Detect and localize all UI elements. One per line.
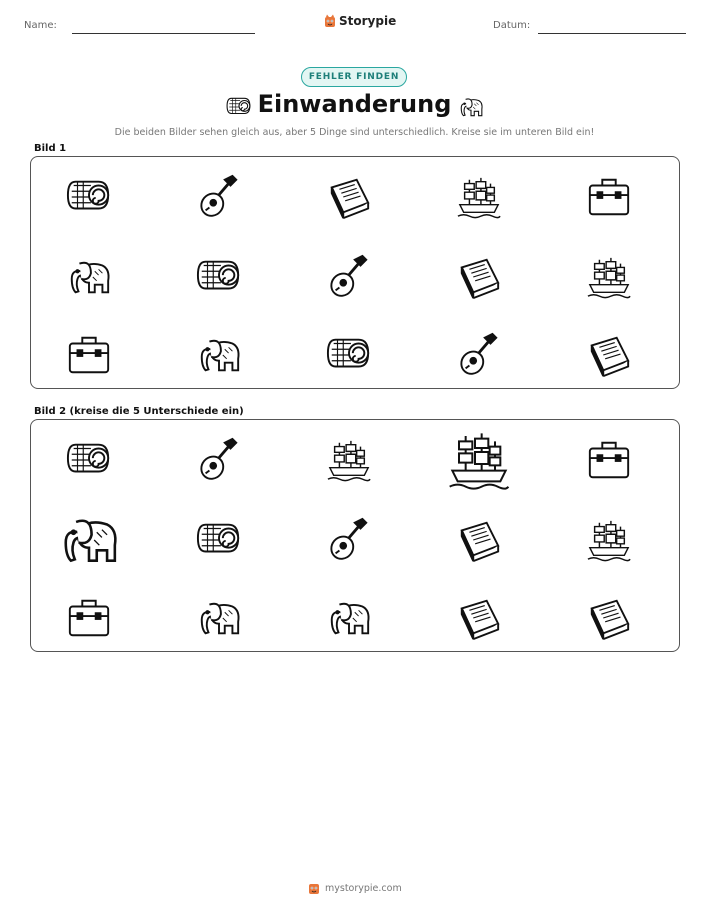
ship-icon[interactable] (586, 517, 632, 563)
elephant-icon (196, 332, 242, 378)
instructions: Die beiden Bilder sehen gleich aus, aber 5 Dinge sind unterschiedlich. Kreise sie im unteren Bild ein! (114, 127, 595, 138)
book-icon (586, 332, 632, 378)
bedroll-icon[interactable] (66, 437, 112, 483)
category-badge: FEHLER FINDEN (301, 67, 407, 87)
brand-name: Storypie (339, 14, 397, 28)
elephant-icon[interactable] (326, 595, 372, 641)
picture2-panel[interactable] (30, 419, 680, 652)
elephant-icon[interactable] (196, 595, 242, 641)
lute-icon (326, 254, 372, 300)
brand (324, 14, 396, 28)
ship-icon[interactable] (326, 437, 372, 483)
footer (308, 881, 402, 895)
elephant-icon (66, 254, 112, 300)
suitcase-icon (586, 174, 632, 220)
elephant-icon (456, 94, 486, 124)
ship-icon (456, 174, 502, 220)
lute-icon (196, 174, 242, 220)
bedroll-icon (196, 254, 242, 300)
suitcase-icon[interactable] (586, 437, 632, 483)
storypie-logo-icon (308, 881, 320, 895)
ship-icon[interactable] (447, 428, 511, 492)
elephant-icon[interactable] (58, 509, 120, 571)
book-icon (456, 254, 502, 300)
suitcase-icon[interactable] (66, 595, 112, 641)
bedroll-icon (66, 174, 112, 220)
storypie-logo-icon (324, 14, 336, 28)
book-icon (326, 174, 372, 220)
picture2-label: Bild 2 (kreise die 5 Unterschiede ein) (34, 406, 244, 417)
date-field[interactable] (538, 33, 686, 34)
bedroll-icon[interactable] (196, 517, 242, 563)
page-title: Einwanderung (257, 90, 452, 118)
picture1-panel (30, 156, 680, 389)
suitcase-icon (66, 332, 112, 378)
date-label: Datum: (493, 20, 531, 31)
name-field[interactable] (72, 33, 255, 34)
book-icon[interactable] (456, 595, 502, 641)
name-label: Name: (24, 20, 57, 31)
picture1-label: Bild 1 (34, 143, 67, 154)
footer-url[interactable]: mystorypie.com (325, 882, 402, 894)
lute-icon (456, 332, 502, 378)
ship-icon (586, 254, 632, 300)
lute-icon[interactable] (326, 517, 372, 563)
bedroll-icon (326, 332, 372, 378)
book-icon[interactable] (456, 517, 502, 563)
lute-icon[interactable] (196, 437, 242, 483)
book-icon[interactable] (586, 595, 632, 641)
